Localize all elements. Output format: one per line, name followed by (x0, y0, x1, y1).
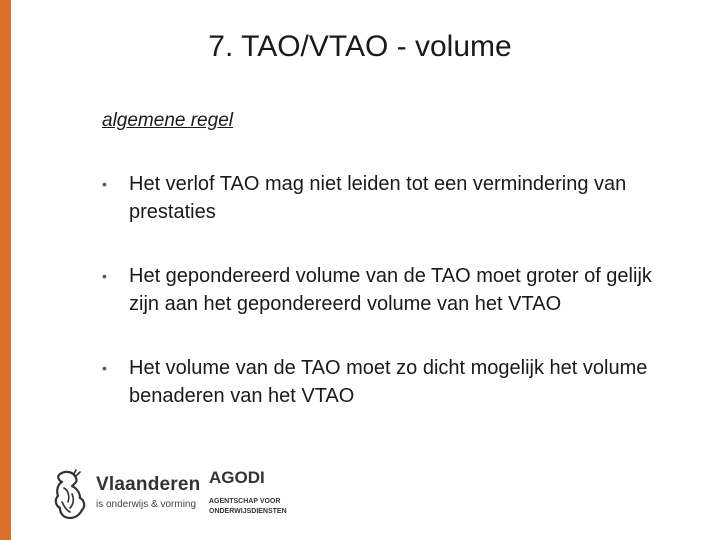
bullet-dot-icon: • (102, 176, 107, 192)
bullet-text: Het volume van de TAO moet zo dicht mogelijk het volume benaderen van het VTAO (129, 357, 648, 407)
vlaanderen-logo-text: Vlaanderen (96, 474, 201, 495)
bullet-dot-icon: • (102, 268, 107, 284)
bullet-item (102, 262, 682, 318)
bullet-text: Het gepondereerd volume van de TAO moet groter of gelijk zijn aan het gepondereerd volume van het VTAO (129, 265, 652, 315)
bullet-list (102, 170, 682, 410)
bullet-item (102, 170, 682, 226)
flemish-lion-logo-icon (50, 468, 90, 524)
slide-subheading: algemene regel (102, 110, 233, 131)
agodi-tagline: AGENTSCHAP VOOR ONDERWIJSDIENSTEN (209, 498, 287, 515)
vlaanderen-tagline: is onderwijs & vorming (96, 499, 197, 510)
bullet-item (102, 354, 682, 410)
bullet-dot-icon: • (102, 360, 107, 376)
agodi-logo-text: AGODI (209, 468, 265, 487)
bullet-text: Het verlof TAO mag niet leiden tot een vermindering van prestaties (129, 173, 627, 223)
accent-side-bar (0, 0, 11, 540)
slide-title: 7. TAO/VTAO - volume (208, 30, 512, 63)
